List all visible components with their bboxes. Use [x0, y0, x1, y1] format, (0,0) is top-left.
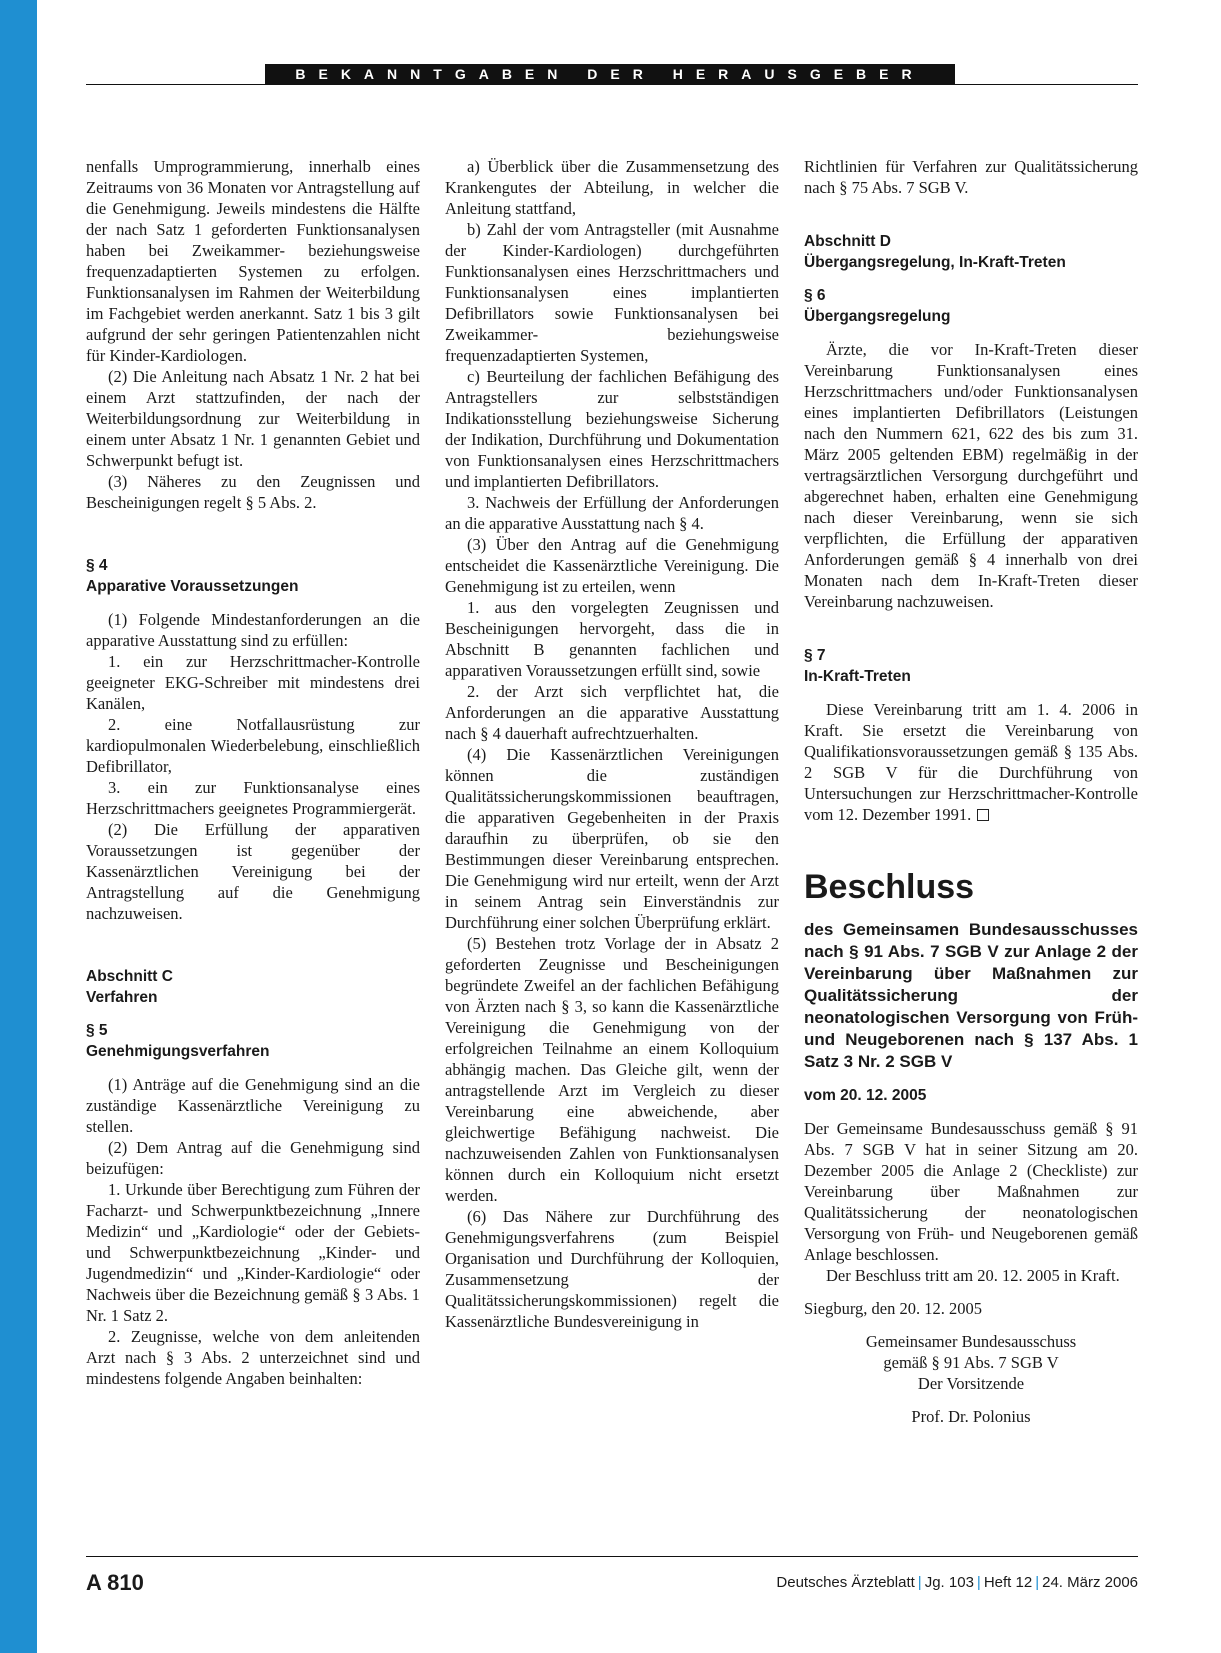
paragraph: Der Beschluss tritt am 20. 12. 2005 in Kraft. — [826, 1266, 1120, 1285]
header-rule — [86, 84, 1138, 85]
signature-line: gemäß § 91 Abs. 7 SGB V — [883, 1353, 1059, 1372]
chapter-title: Abschnitt D — [804, 233, 891, 250]
paragraph: (2) Die Anleitung nach Absatz 1 Nr. 2 hat bei einem Arzt stattzufinden, der nach der Weiterbildungsordnung zur Weiterbildung in einem unter Absatz 1 Nr. 1 genannten Gebiet und Schwerpunkt befugt ist. — [86, 367, 420, 470]
paragraph: (6) Das Nähere zur Durchführung des Genehmigungsverfahrens (zum Beispiel Organisation und Durchführung der Kolloquien, Zusammensetzung der Qualitätssicherungskommissionen) regelt die Kassenärztliche Bundesvereinigung in — [445, 1207, 779, 1331]
paragraph — [804, 699, 1138, 825]
signature-name: Prof. Dr. Polonius — [911, 1407, 1031, 1426]
beschluss-date: vom 20. 12. 2005 — [804, 1087, 927, 1104]
section-number: § 4 — [86, 557, 108, 574]
paragraph: (2) Die Erfüllung der apparativen Voraussetzungen ist gegenüber der Kassenärztlichen Vereinigung bei der Antragstellung auf die Genehmigung nachzuweisen. — [86, 820, 420, 923]
section-title: In-Kraft-Treten — [804, 668, 911, 685]
journal-info: Deutsches Ärzteblatt | Jg. 103 | Heft 12 | 24. März 2006 — [776, 1574, 1138, 1591]
list-item: 3. Nachweis der Erfüllung der Anforderungen an die apparative Ausstattung nach § 4. — [445, 493, 779, 533]
section-number: § 7 — [804, 647, 826, 664]
journal-volume: Jg. 103 — [924, 1574, 974, 1591]
list-item: b) Zahl der vom Antragsteller (mit Ausnahme der Kinder-Kardiologen) durchgeführten Funktionsanalysen eines Herzschrittmachers und Funktionsanalysen eines implantierten Defibrillators sowie Funktionsanalysen bei Zweikammer- beziehungsweise frequenzadaptierten Systemen, — [445, 220, 779, 365]
column-3 — [804, 156, 1138, 1427]
paragraph: (1) Folgende Mindestanforderungen an die apparative Ausstattung sind zu erfüllen: — [86, 610, 420, 650]
paragraph: (3) Über den Antrag auf die Genehmigung entscheidet die Kassenärztliche Vereinigung. Die Genehmigung ist zu erteilen, wenn — [445, 535, 779, 596]
signature-line: Gemeinsamer Bundesausschuss — [865, 1332, 1077, 1351]
beschluss-title: Beschluss — [804, 868, 975, 906]
chapter-title: Abschnitt C — [86, 968, 173, 985]
section-number: § 6 — [804, 287, 826, 304]
section-header: BEKANNTGABEN DER HERAUSGEBER — [265, 64, 955, 84]
list-item: 2. Zeugnisse, welche von dem anleitenden Arzt nach § 3 Abs. 2 unterzeichnet sind und mindestens folgende Angaben beinhalten: — [86, 1327, 420, 1388]
left-accent-bar — [0, 0, 37, 1653]
paragraph: (1) Anträge auf die Genehmigung sind an die zuständige Kassenärztliche Vereinigung zu stellen. — [86, 1075, 420, 1136]
paragraph: Der Gemeinsame Bundesausschuss gemäß § 91 Abs. 7 SGB V hat in seiner Sitzung am 20. Dezember 2005 die Anlage 2 (Checkliste) zur Vereinbarung über Maßnahmen zur Qualitätssicherung der neonatologischen Versorgung von Früh- und Neugeborenen gemäß Anlage beschlossen. — [804, 1119, 1138, 1264]
paragraph: (4) Die Kassenärztlichen Vereinigungen können die zuständigen Qualitätssicherungskommissionen beauftragen, die apparativen Gegebenheiten in der Praxis daraufhin zu überprüfen, ob sie den Bestimmungen dieser Vereinbarung entsprechen. Die Genehmigung wird nur erteilt, wenn der Arzt in seinem Antrag sein Einverständnis zur Durchführung einer solchen Überprüfung erklärt. — [445, 745, 779, 932]
paragraph: (2) Dem Antrag auf die Genehmigung sind beizufügen: — [86, 1138, 420, 1178]
list-item: c) Beurteilung der fachlichen Befähigung des Antragstellers zur selbstständigen Indikationsstellung beziehungsweise Sicherung der Indikation, Durchführung und Dokumentation von Funktionsanalysen eines Herzschrittmachers und implantierten Defibrillators. — [445, 367, 779, 491]
journal-issue: Heft 12 — [983, 1574, 1033, 1591]
chapter-subtitle: Verfahren — [86, 989, 158, 1006]
paragraph-text: Diese Vereinbarung tritt am 1. 4. 2006 in Kraft. Sie ersetzt die Vereinbarung von Qualifikationsvoraussetzungen gemäß § 135 Abs. 2 SGB V für die Durchführung von Untersuchungen zur Herzschrittmacher-Kontrolle vom 12. Dezember 1991. — [804, 700, 1138, 824]
place-date: Siegburg, den 20. 12. 2005 — [804, 1299, 982, 1318]
beschluss-subtitle: des Gemeinsamen Bundesausschusses nach § 91 Abs. 7 SGB V zur Anlage 2 der Vereinbarung über Maßnahmen zur Qualitätssicherung der neonatologischen Versorgung von Früh- und Neugeborenen nach § 137 Abs. 1 Satz 3 Nr. 2 SGB V — [804, 920, 1138, 1071]
list-item: 1. Urkunde über Berechtigung zum Führen der Facharzt- und Schwerpunktbezeichnung „Innere Medizin“ und „Kardiologie“ oder der Gebiets- und Schwerpunktbezeichnung „Kinder- und Jugendmedizin“ und „Kinder-Kardiologie“ oder Nachweis über die Bezeichnung gemäß § 3 Abs. 1 Nr. 1 Satz 2. — [86, 1180, 420, 1325]
section-title: Apparative Voraussetzungen — [86, 578, 299, 595]
paragraph: (5) Bestehen trotz Vorlage der in Absatz 2 geforderten Zeugnisse und Bescheinigungen begründete Zweifel an der fachlichen Befähigung von Ärzten nach § 3, so kann die Kassenärztliche Vereinigung die Genehmigung von der erfolgreichen Teilnahme an einem Kolloquium abhängig machen. Das Gleiche gilt, wenn der antragstellende Arzt im Vergleich zu dieser Vereinbarung eine abweichende, aber gleichwertige Befähigung nachweist. Die nachzuweisenden Zahlen von Funktionsanalysen können durch ein Kolloquium nicht ersetzt werden. — [445, 934, 779, 1205]
signature-line: Der Vorsitzende — [917, 1374, 1025, 1393]
list-item: 2. eine Notfallausrüstung zur kardiopulmonalen Wiederbelebung, einschließlich Defibrillator, — [86, 715, 420, 776]
paragraph: nenfalls Umprogrammierung, innerhalb eines Zeitraums von 36 Monaten vor Antragstellung auf die Genehmigung. Jeweils mindestens die Hälfte der nach Satz 1 geforderten Funktionsanalysen haben bei Zweikammer- beziehungsweise frequenzadaptierten Systemen zu erfolgen. Funktionsanalysen im Rahmen der Weiterbildung im Fachgebiet werden anerkannt. Satz 1 bis 3 gilt aufgrund der sehr geringen Patientenzahlen nicht für Kinder-Kardiologen. — [86, 157, 420, 365]
paragraph: (3) Näheres zu den Zeugnissen und Bescheinigungen regelt § 5 Abs. 2. — [86, 472, 420, 512]
list-item: 1. ein zur Herzschrittmacher-Kontrolle geeigneter EKG-Schreiber mit mindestens drei Kanälen, — [86, 652, 420, 713]
paragraph: Richtlinien für Verfahren zur Qualitätssicherung nach § 75 Abs. 7 SGB V. — [804, 157, 1138, 197]
journal-name: Deutsches Ärzteblatt — [776, 1574, 915, 1591]
journal-date: 24. März 2006 — [1042, 1574, 1138, 1591]
section-number: § 5 — [86, 1022, 108, 1039]
column-1 — [86, 156, 420, 1389]
paragraph: Ärzte, die vor In-Kraft-Treten dieser Vereinbarung Funktionsanalysen eines Herzschrittmachers und/oder Funktionsanalysen eines implantierten Defibrillators (Leistungen nach den Nummern 621, 622 des bis zum 31. März 2005 geltenden EBM) regelmäßig in der vertragsärztlichen Versorgung durchgeführt und abgerechnet haben, erhalten eine Genehmigung nach dieser Vereinbarung, wenn sie sich verpflichten, die Erfüllung der apparativen Anforderungen gemäß § 4 innerhalb von drei Monaten nach dem In-Kraft-Treten dieser Vereinbarung nachzuweisen. — [804, 340, 1138, 611]
page-number: A 810 — [86, 1570, 144, 1595]
list-item: 1. aus den vorgelegten Zeugnissen und Bescheinigungen hervorgeht, dass die in Abschnitt B genannten fachlichen und apparativen Voraussetzungen erfüllt sind, sowie — [445, 598, 779, 680]
end-mark-icon — [977, 809, 989, 821]
column-2 — [445, 156, 779, 1332]
list-item: a) Überblick über die Zusammensetzung des Krankengutes der Abteilung, in welcher die Anleitung stattfand, — [445, 157, 779, 218]
footer-rule — [86, 1556, 1138, 1557]
section-title: Übergangsregelung — [804, 308, 951, 325]
list-item: 3. ein zur Funktionsanalyse eines Herzschrittmachers geeignetes Programmiergerät. — [86, 778, 420, 818]
list-item: 2. der Arzt sich verpflichtet hat, die Anforderungen an die apparative Ausstattung nach § 4 dauerhaft aufrechtzuerhalten. — [445, 682, 779, 743]
section-title: Genehmigungsverfahren — [86, 1043, 270, 1060]
chapter-subtitle: Übergangsregelung, In-Kraft-Treten — [804, 254, 1066, 271]
